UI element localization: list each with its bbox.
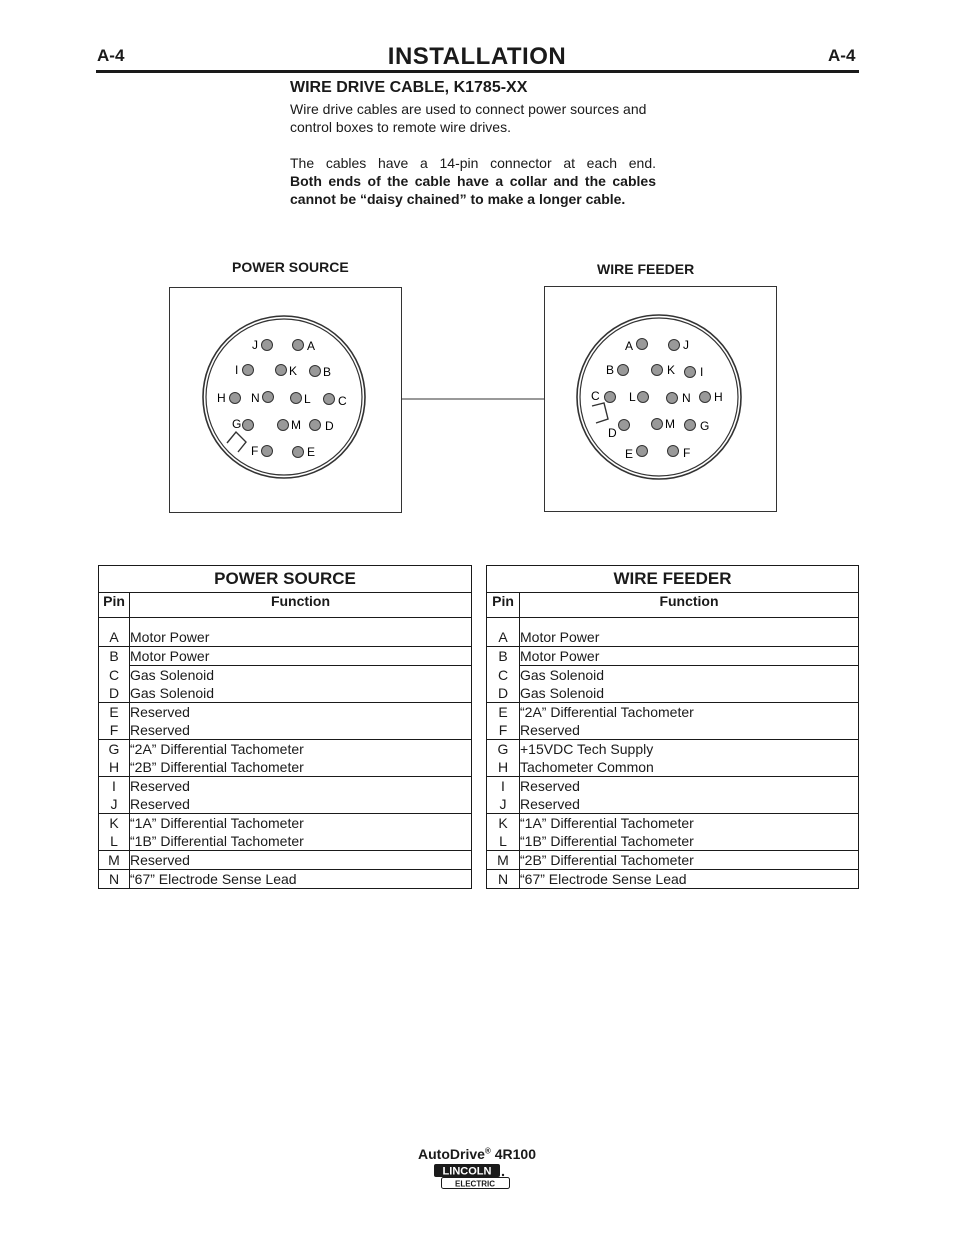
pin-dot (652, 365, 663, 376)
pin-dot (667, 393, 678, 404)
table-row (99, 684, 472, 703)
function-cell: Reserved (130, 851, 472, 870)
pin-dot (310, 420, 321, 431)
function-cell: Reserved (130, 795, 472, 814)
function-cell: Motor Power (520, 628, 859, 647)
pin-cell: I (99, 777, 130, 796)
function-cell: Gas Solenoid (520, 684, 859, 703)
page-title: INSTALLATION (387, 43, 567, 70)
function-cell: Gas Solenoid (130, 684, 472, 703)
pin-dot (668, 446, 679, 457)
page-number-left: A-4 (97, 46, 125, 65)
pin-cell: M (487, 851, 520, 870)
pin-cell: C (99, 666, 130, 685)
pin-dot (262, 446, 273, 457)
pin-dot (605, 392, 616, 403)
footer-product (0, 1146, 954, 1162)
table-row (99, 666, 472, 685)
pin-label: H (217, 391, 226, 405)
pin-dot (618, 365, 629, 376)
table-row (487, 832, 859, 851)
pin-cell: D (487, 684, 520, 703)
pin-label: J (252, 338, 258, 352)
table-row (487, 703, 859, 722)
pin-cell: A (99, 628, 130, 647)
pin-cell: G (487, 740, 520, 759)
function-cell: Reserved (520, 721, 859, 740)
function-cell: “1A” Differential Tachometer (520, 814, 859, 833)
function-cell: “1A” Differential Tachometer (130, 814, 472, 833)
function-cell: Reserved (130, 703, 472, 722)
power-source-pin-table (98, 565, 472, 889)
table-row (487, 795, 859, 814)
product-name: AutoDrive (418, 1146, 485, 1162)
table-row (99, 832, 472, 851)
pin-label: G (232, 417, 242, 431)
function-cell: “2A” Differential Tachometer (520, 703, 859, 722)
pin-label: M (665, 417, 675, 431)
function-cell: “67” Electrode Sense Lead (520, 870, 859, 889)
table-row (99, 740, 472, 759)
connector-diagram (0, 0, 954, 560)
pin-dot (310, 366, 321, 377)
pin-dot (293, 447, 304, 458)
pin-label: B (323, 365, 332, 379)
table-row (99, 721, 472, 740)
table-title: POWER SOURCE (99, 566, 472, 593)
pin-cell: K (487, 814, 520, 833)
pin-dot (685, 367, 696, 378)
pin-dot (669, 340, 680, 351)
pin-dot (291, 393, 302, 404)
power-source-connector (170, 288, 402, 513)
pin-label: L (304, 392, 311, 406)
logo-dot (502, 1174, 504, 1176)
wire-feeder-diagram-label: WIRE FEEDER (597, 261, 695, 277)
table-row (487, 851, 859, 870)
pin-dot (243, 365, 254, 376)
pin-label: I (235, 363, 239, 377)
logo-bottom-text: ELECTRIC (455, 1179, 495, 1189)
pin-cell: A (487, 628, 520, 647)
function-cell: +15VDC Tech Supply (520, 740, 859, 759)
page-number-right: A-4 (828, 46, 856, 65)
table-row (487, 870, 859, 889)
pin-label: D (325, 419, 334, 433)
intro-paragraph: Wire drive cables are used to connect power sources and control boxes to remote wire drives. (290, 101, 647, 135)
pin-label: N (251, 391, 260, 405)
wire-feeder-pin-table (486, 565, 859, 889)
table-row (487, 628, 859, 647)
pin-dot (293, 340, 304, 351)
column-header-pin: Pin (487, 593, 520, 618)
function-cell: “2B” Differential Tachometer (130, 758, 472, 777)
table-row (99, 814, 472, 833)
product-model: 4R100 (494, 1146, 536, 1162)
pin-cell: C (487, 666, 520, 685)
pin-label: F (251, 444, 259, 458)
table-row (99, 703, 472, 722)
pin-cell: B (99, 647, 130, 666)
pin-dot (230, 393, 241, 404)
pin-label: J (683, 338, 689, 352)
pin-label: A (307, 339, 316, 353)
pin-cell: H (487, 758, 520, 777)
pin-label: C (591, 389, 600, 403)
pin-cell: L (487, 832, 520, 851)
pin-cell: K (99, 814, 130, 833)
registered-mark: ® (484, 1146, 491, 1156)
table-title: WIRE FEEDER (487, 566, 859, 593)
pin-dot (619, 420, 630, 431)
column-header-function: Function (520, 593, 859, 618)
pin-label: D (608, 426, 617, 440)
pin-label: E (625, 447, 634, 461)
pin-dot (263, 392, 274, 403)
function-cell: Motor Power (130, 628, 472, 647)
table-row (487, 758, 859, 777)
function-cell: Reserved (130, 721, 472, 740)
function-cell: Reserved (520, 777, 859, 796)
pin-cell: B (487, 647, 520, 666)
table-row (487, 814, 859, 833)
function-cell: “2A” Differential Tachometer (130, 740, 472, 759)
wire-feeder-connector (545, 287, 777, 512)
pin-label: H (714, 390, 723, 404)
pin-label: B (606, 363, 615, 377)
pin-label: I (700, 365, 704, 379)
pin-cell: J (487, 795, 520, 814)
pin-label: E (307, 445, 316, 459)
pin-dot (637, 446, 648, 457)
pin-dot (243, 420, 254, 431)
pin-cell: E (99, 703, 130, 722)
table-row (99, 870, 472, 889)
pin-label: A (625, 339, 634, 353)
pin-cell: F (99, 721, 130, 740)
pin-dot (278, 420, 289, 431)
function-cell: Tachometer Common (520, 758, 859, 777)
table-row (487, 647, 859, 666)
table-row (487, 740, 859, 759)
logo-top-text: LINCOLN (442, 1165, 492, 1178)
function-cell: “2B” Differential Tachometer (520, 851, 859, 870)
pin-cell: E (487, 703, 520, 722)
table-row (99, 795, 472, 814)
pin-dot (276, 365, 287, 376)
pin-cell: D (99, 684, 130, 703)
pin-label: N (682, 391, 691, 405)
function-cell: Reserved (520, 795, 859, 814)
pin-cell: L (99, 832, 130, 851)
function-cell: Motor Power (130, 647, 472, 666)
table-row (99, 758, 472, 777)
pin-label: K (289, 364, 298, 378)
column-header-function: Function (130, 593, 472, 618)
pin-dot (637, 339, 648, 350)
pin-cell: N (99, 870, 130, 889)
pin-cell: F (487, 721, 520, 740)
function-cell: Reserved (130, 777, 472, 796)
pin-dot (700, 392, 711, 403)
table-row (99, 647, 472, 666)
pin-dot (685, 420, 696, 431)
pin-dot (262, 340, 273, 351)
table-row (487, 721, 859, 740)
function-cell: “67” Electrode Sense Lead (130, 870, 472, 889)
pin-label: L (629, 390, 636, 404)
pin-cell: J (99, 795, 130, 814)
pin-label: F (683, 446, 691, 460)
table-row (487, 777, 859, 796)
table-row (99, 777, 472, 796)
function-cell: Motor Power (520, 647, 859, 666)
pin-cell: M (99, 851, 130, 870)
lincoln-electric-logo (433, 1163, 513, 1191)
section-title: WIRE DRIVE CABLE, K1785-XX (290, 79, 528, 96)
pin-label: M (291, 418, 301, 432)
connector-sentence: The cables have a 14-pin connector at each end. (290, 155, 656, 171)
function-cell: Gas Solenoid (130, 666, 472, 685)
table-row (99, 851, 472, 870)
table-row (487, 666, 859, 685)
table-row (99, 628, 472, 647)
function-cell: “1B” Differential Tachometer (520, 832, 859, 851)
pin-label: G (700, 419, 710, 433)
power-source-diagram-label: POWER SOURCE (232, 259, 349, 275)
function-cell: “1B” Differential Tachometer (130, 832, 472, 851)
pin-dot (324, 394, 335, 405)
pin-cell: I (487, 777, 520, 796)
column-header-pin: Pin (99, 593, 130, 618)
daisy-chain-warning: Both ends of the cable have a collar and the cables cannot be “daisy chained” to make a longer cable. (290, 173, 656, 207)
pin-dot (652, 419, 663, 430)
pin-cell: N (487, 870, 520, 889)
pin-cell: H (99, 758, 130, 777)
pin-label: C (338, 394, 347, 408)
function-cell: Gas Solenoid (520, 666, 859, 685)
pin-label: K (667, 363, 676, 377)
pin-cell: G (99, 740, 130, 759)
pin-dot (638, 392, 649, 403)
table-row (487, 684, 859, 703)
